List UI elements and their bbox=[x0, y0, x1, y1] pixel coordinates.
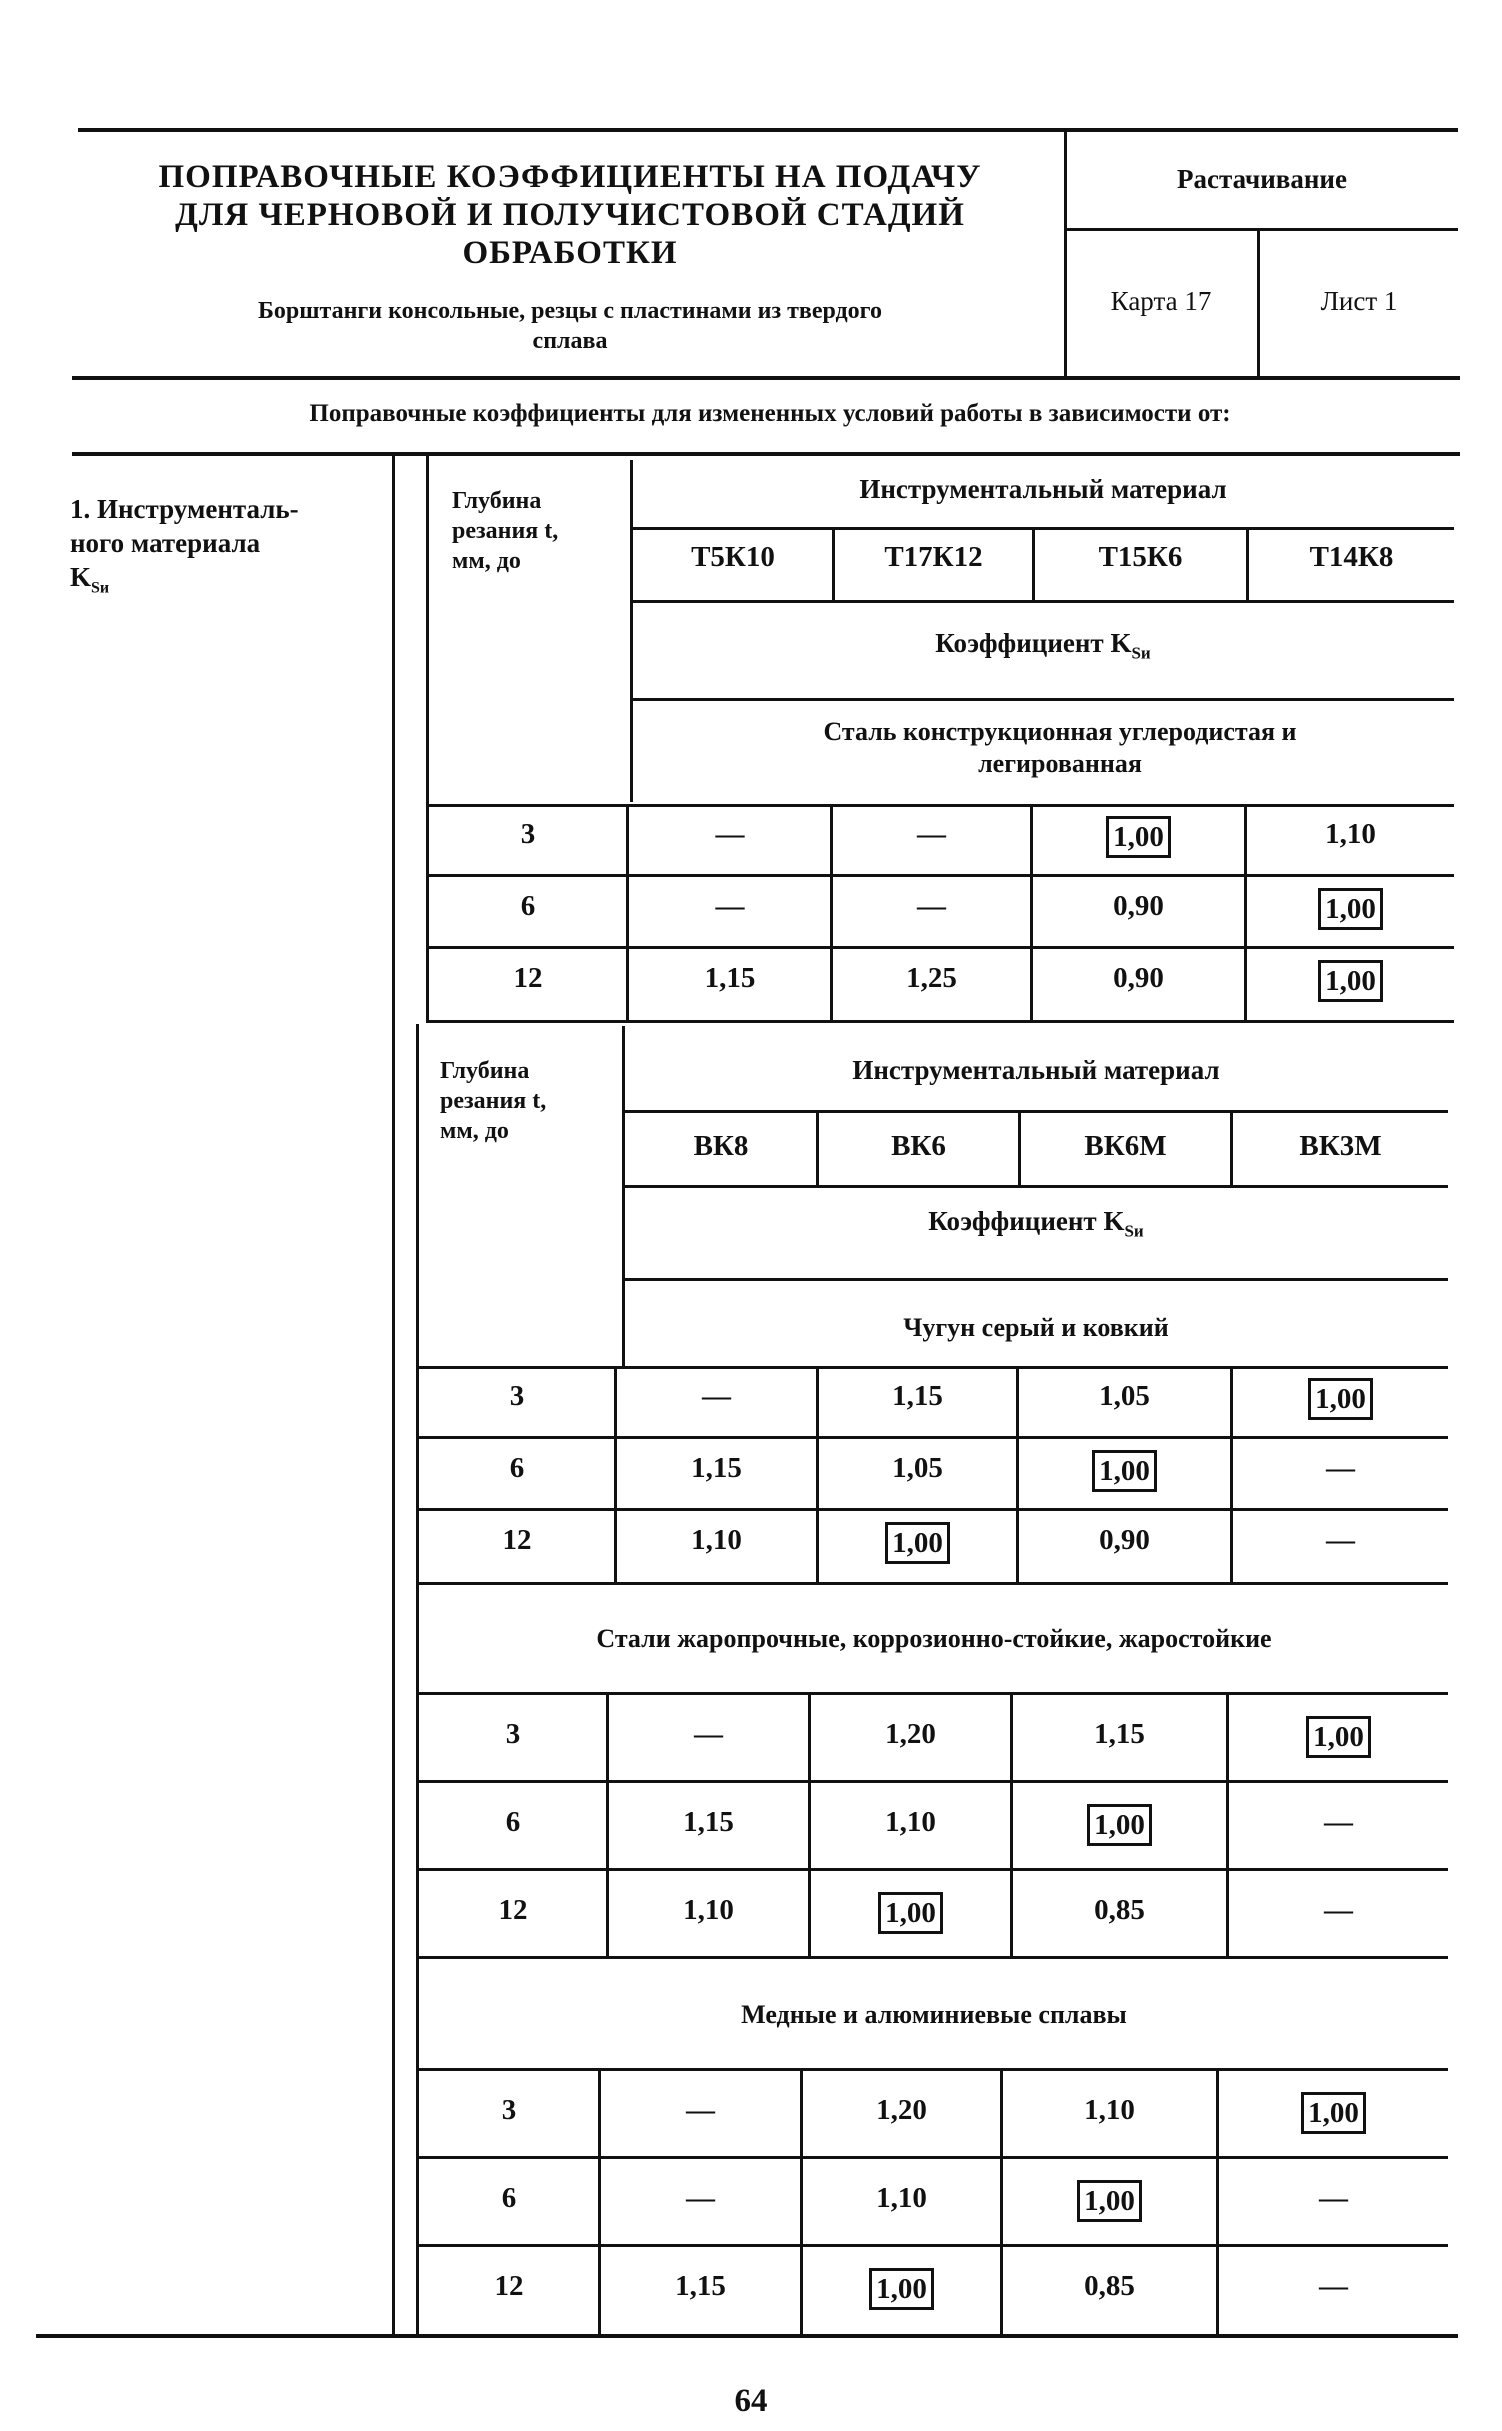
t2-g2-cell-boxed: 1,00 bbox=[1013, 1804, 1226, 1846]
t2-cell: 1,15 bbox=[892, 1380, 943, 1412]
t2-coef-label: Коэффициент $K_{Sи}$ bbox=[928, 1206, 1144, 1241]
t2-cell-boxed: 1,00 bbox=[1233, 1378, 1448, 1420]
t2-group-label: Чугун серый и ковкий bbox=[903, 1313, 1169, 1342]
t2-depth-header: Глубина резания t, мм, до bbox=[440, 1058, 547, 1144]
t2-rule-b bbox=[624, 1185, 1448, 1188]
t2-g3-cell: 1,15 bbox=[675, 2270, 726, 2302]
t2-g3-depth-12: 12 bbox=[494, 2270, 524, 2302]
t2-depth-divider bbox=[622, 1026, 625, 1366]
t1-cell: — bbox=[715, 890, 745, 922]
t1-depth-12: 12 bbox=[513, 962, 543, 994]
t2-cell-boxed: 1,00 bbox=[819, 1522, 1016, 1564]
t2-g3-cell: — bbox=[1319, 2182, 1348, 2214]
t1-cell: — bbox=[715, 818, 745, 850]
section-symbol: K bbox=[70, 562, 92, 592]
t2-g3-sep-1 bbox=[416, 2156, 1448, 2159]
t1-rule-d bbox=[426, 804, 1454, 807]
t1-material-1: Т5К10 bbox=[691, 541, 775, 573]
t2-row-sep-1 bbox=[416, 1436, 1448, 1439]
t2-depth-12: 12 bbox=[502, 1524, 532, 1556]
t2-g3-cell: — bbox=[686, 2182, 715, 2214]
t1-left-border bbox=[426, 456, 429, 1022]
t1-material-2: Т17К12 bbox=[884, 541, 983, 573]
t2-material-3: ВК6М bbox=[1084, 1130, 1167, 1162]
t2-g2-cell: 1,10 bbox=[683, 1894, 734, 1926]
t2-material-header: Инструментальный материал bbox=[852, 1055, 1220, 1085]
t2-g2-cell-boxed: 1,00 bbox=[811, 1892, 1010, 1934]
t1-material-4: Т14К8 bbox=[1309, 541, 1394, 573]
t2-g2-cell: 0,85 bbox=[1094, 1894, 1145, 1926]
t1-cell: 1,15 bbox=[704, 962, 756, 994]
t1-cell: — bbox=[917, 818, 946, 850]
t2-group3-label: Медные и алюминиевые сплавы bbox=[741, 2000, 1127, 2029]
t2-cell-boxed: 1,00 bbox=[1019, 1450, 1230, 1492]
page-title: ПОПРАВОЧНЫЕ КОЭФФИЦИЕНТЫ НА ПОДАЧУ ДЛЯ ЧЕРНОВОЙ И ПОЛУЧИСТОВОЙ СТАДИЙ ОБРАБОТКИ bbox=[158, 159, 982, 271]
t1-depth-divider bbox=[630, 460, 633, 802]
t2-g2-sep-3 bbox=[416, 1956, 1448, 1959]
t1-col-0 bbox=[626, 807, 629, 1022]
page-number: 64 bbox=[734, 2383, 768, 2419]
t2-g3-cell-boxed: 1,00 bbox=[1219, 2092, 1448, 2134]
t2-g3-depth-3: 3 bbox=[501, 2094, 517, 2126]
t1-coef-label: Коэффициент $K_{Sи}$ bbox=[935, 628, 1151, 663]
t2-g2-cell-boxed: 1,00 bbox=[1229, 1716, 1448, 1758]
t2-rule-e bbox=[416, 1692, 1448, 1695]
t2-g2-sep-1 bbox=[416, 1780, 1448, 1783]
t2-g2-cell: — bbox=[1324, 1806, 1353, 1838]
t1-row-sep-1 bbox=[426, 874, 1454, 877]
t1-cell: 0,90 bbox=[1113, 962, 1164, 994]
t1-cell-boxed: 1,00 bbox=[1247, 888, 1454, 930]
section-label: 1. Инструменталь- ного материала $K_{Sи}$ bbox=[70, 494, 299, 597]
t1-cell: 1,10 bbox=[1325, 818, 1376, 850]
t1-cell-boxed: 1,00 bbox=[1247, 960, 1454, 1002]
t2-g3-cell: 1,10 bbox=[1084, 2094, 1135, 2126]
t1-rule-c bbox=[632, 698, 1454, 701]
t2-g2-cell: 1,20 bbox=[885, 1718, 936, 1750]
t1-cell: — bbox=[917, 890, 946, 922]
t2-left-border bbox=[416, 1024, 419, 2336]
t2-rule-a bbox=[624, 1110, 1448, 1113]
t2-rule-c bbox=[624, 1278, 1448, 1281]
t2-g2-depth-12: 12 bbox=[498, 1894, 528, 1926]
t1-cell: 1,25 bbox=[906, 962, 957, 994]
t2-g2-cell: 1,15 bbox=[1094, 1718, 1145, 1750]
t2-cell: — bbox=[702, 1380, 731, 1412]
t2-material-2: ВК6 bbox=[891, 1130, 946, 1162]
t1-cell: 0,90 bbox=[1113, 890, 1164, 922]
t2-g3-cell: — bbox=[686, 2094, 715, 2126]
t1-rule-b bbox=[632, 600, 1454, 603]
t2-g2-cell: — bbox=[694, 1718, 723, 1750]
t2-g3-cell: 1,10 bbox=[876, 2182, 927, 2214]
header-right-divider bbox=[1064, 228, 1458, 231]
t2-group2-label: Стали жаропрочные, коррозионно-стойкие, жаростойкие bbox=[596, 1624, 1272, 1653]
t2-g3-cell: 0,85 bbox=[1084, 2270, 1135, 2302]
t2-g3-cell: — bbox=[1319, 2270, 1348, 2302]
t2-cell: 1,15 bbox=[691, 1452, 742, 1484]
t2-cell: — bbox=[1326, 1524, 1355, 1556]
t2-g2-depth-6: 6 bbox=[505, 1806, 521, 1838]
section-divider bbox=[392, 456, 395, 2336]
t2-g2-cell: 1,10 bbox=[885, 1806, 936, 1838]
page-subtitle: Борштанги консольные, резцы с пластинами из твердого сплава bbox=[258, 298, 882, 354]
t2-material-1: ВК8 bbox=[693, 1130, 749, 1162]
t2-g2-sep-2 bbox=[416, 1868, 1448, 1871]
rule-intro-bottom bbox=[72, 452, 1460, 456]
t2-row-sep-3 bbox=[416, 1582, 1448, 1585]
t2-g2-depth-3: 3 bbox=[505, 1718, 521, 1750]
t2-g2-cell: — bbox=[1324, 1894, 1353, 1926]
t1-depth-3: 3 bbox=[520, 818, 536, 850]
rule-header-bottom bbox=[72, 376, 1460, 380]
t2-depth-3: 3 bbox=[509, 1380, 525, 1412]
t2-g2-cell: 1,15 bbox=[683, 1806, 734, 1838]
t1-material-3: Т15К6 bbox=[1098, 541, 1183, 573]
section-symbol-sub: Sи bbox=[91, 579, 110, 597]
t1-cell-boxed: 1,00 bbox=[1033, 816, 1244, 858]
t1-depth-header: Глубина резания t, мм, до bbox=[452, 488, 559, 574]
t1-material-header: Инструментальный материал bbox=[859, 474, 1227, 504]
sheet-number: Лист 1 bbox=[1320, 286, 1398, 316]
t2-cell: 0,90 bbox=[1099, 1524, 1150, 1556]
t2-g3-cell-boxed: 1,00 bbox=[1003, 2180, 1216, 2222]
t1-group-label: Сталь конструкционная углеродистая и легированная bbox=[823, 717, 1297, 778]
t2-rule-d bbox=[416, 1366, 1448, 1369]
t2-cell: 1,05 bbox=[1099, 1380, 1150, 1412]
operation-label: Растачивание bbox=[1177, 164, 1347, 194]
rule-top bbox=[78, 128, 1458, 132]
t2-depth-6: 6 bbox=[509, 1452, 525, 1484]
t1-rule-a bbox=[632, 527, 1454, 530]
t2-cell: — bbox=[1326, 1452, 1355, 1484]
t1-row-sep-2 bbox=[426, 946, 1454, 949]
t2-rule-f bbox=[416, 2068, 1448, 2071]
t2-material-4: ВК3М bbox=[1299, 1130, 1382, 1162]
t2-g3-cell-boxed: 1,00 bbox=[803, 2268, 1000, 2310]
t2-g3-sep-2 bbox=[416, 2244, 1448, 2247]
t2-row-sep-2 bbox=[416, 1508, 1448, 1511]
t1-row-sep-3 bbox=[426, 1020, 1454, 1023]
t2-g3-cell: 1,20 bbox=[876, 2094, 927, 2126]
t2-g3-depth-6: 6 bbox=[501, 2182, 517, 2214]
rule-bottom bbox=[36, 2334, 1458, 2338]
t1-depth-6: 6 bbox=[520, 890, 536, 922]
intro-text: Поправочные коэффициенты для измененных условий работы в зависимости от: bbox=[309, 400, 1231, 427]
t2-cell: 1,05 bbox=[892, 1452, 943, 1484]
card-number: Карта 17 bbox=[1110, 286, 1212, 316]
t2-cell: 1,10 bbox=[691, 1524, 742, 1556]
